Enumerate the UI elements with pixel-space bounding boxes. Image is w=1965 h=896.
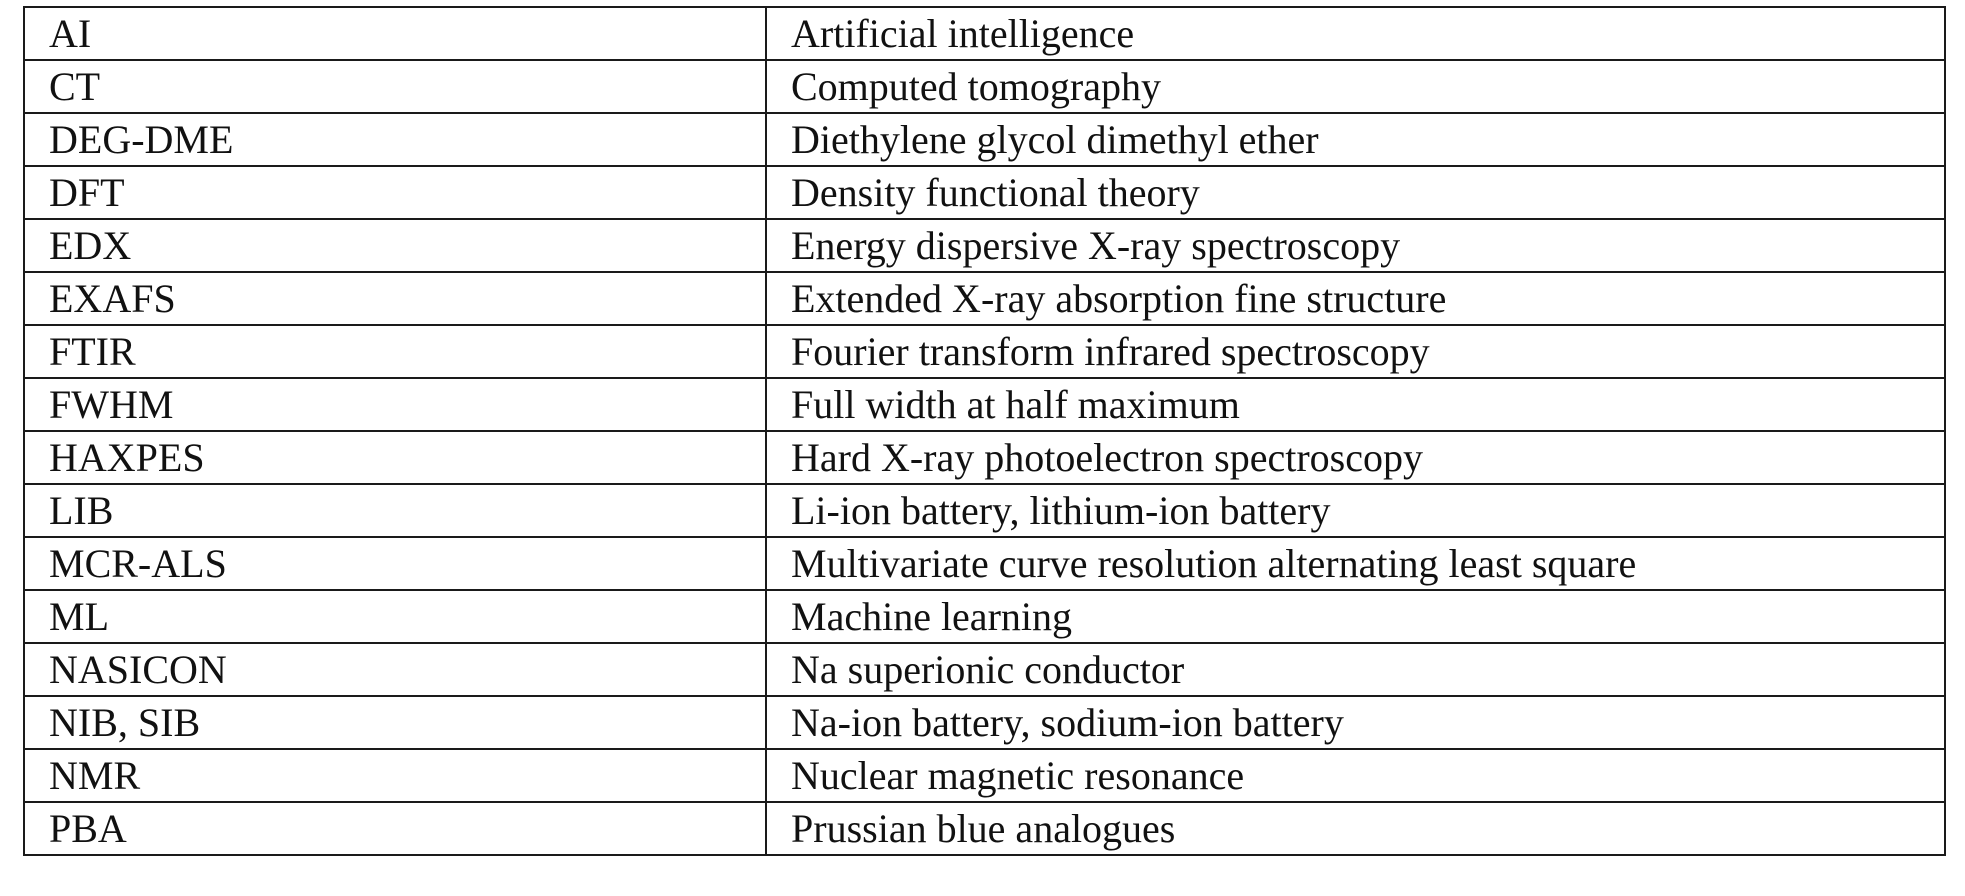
- definition-cell: Machine learning: [766, 590, 1945, 643]
- definition-cell: Density functional theory: [766, 166, 1945, 219]
- definition-cell: Na superionic conductor: [766, 643, 1945, 696]
- abbreviation-table: [23, 6, 1946, 856]
- definition-cell: Multivariate curve resolution alternating least square: [766, 537, 1945, 590]
- abbreviation-cell: EDX: [24, 219, 766, 272]
- table-row: [24, 802, 1945, 855]
- abbreviation-cell: FTIR: [24, 325, 766, 378]
- definition-cell: Diethylene glycol dimethyl ether: [766, 113, 1945, 166]
- table-row: [24, 113, 1945, 166]
- table-row: [24, 272, 1945, 325]
- abbreviation-cell: EXAFS: [24, 272, 766, 325]
- table-row: [24, 431, 1945, 484]
- definition-cell: Hard X-ray photoelectron spectroscopy: [766, 431, 1945, 484]
- definition-cell: Li-ion battery, lithium-ion battery: [766, 484, 1945, 537]
- definition-cell: Fourier transform infrared spectroscopy: [766, 325, 1945, 378]
- abbreviation-cell: MCR-ALS: [24, 537, 766, 590]
- abbreviation-cell: PBA: [24, 802, 766, 855]
- table-row: [24, 7, 1945, 60]
- table-row: [24, 378, 1945, 431]
- table-row: [24, 60, 1945, 113]
- table-row: [24, 537, 1945, 590]
- definition-cell: Extended X-ray absorption fine structure: [766, 272, 1945, 325]
- definition-cell: Full width at half maximum: [766, 378, 1945, 431]
- table-row: [24, 749, 1945, 802]
- table-row: [24, 590, 1945, 643]
- definition-cell: Nuclear magnetic resonance: [766, 749, 1945, 802]
- abbreviation-cell: NASICON: [24, 643, 766, 696]
- table-row: [24, 696, 1945, 749]
- abbreviation-cell: CT: [24, 60, 766, 113]
- abbreviation-cell: AI: [24, 7, 766, 60]
- abbreviation-cell: HAXPES: [24, 431, 766, 484]
- abbreviation-cell: FWHM: [24, 378, 766, 431]
- abbreviation-cell: NIB, SIB: [24, 696, 766, 749]
- table-row: [24, 643, 1945, 696]
- abbreviation-cell: DEG-DME: [24, 113, 766, 166]
- table-row: [24, 484, 1945, 537]
- table-row: [24, 219, 1945, 272]
- table-row: [24, 166, 1945, 219]
- definition-cell: Artificial intelligence: [766, 7, 1945, 60]
- definition-cell: Computed tomography: [766, 60, 1945, 113]
- table-row: [24, 325, 1945, 378]
- definition-cell: Na-ion battery, sodium-ion battery: [766, 696, 1945, 749]
- definition-cell: Prussian blue analogues: [766, 802, 1945, 855]
- abbreviation-cell: DFT: [24, 166, 766, 219]
- abbreviation-cell: LIB: [24, 484, 766, 537]
- definition-cell: Energy dispersive X-ray spectroscopy: [766, 219, 1945, 272]
- abbreviation-cell: ML: [24, 590, 766, 643]
- abbreviation-cell: NMR: [24, 749, 766, 802]
